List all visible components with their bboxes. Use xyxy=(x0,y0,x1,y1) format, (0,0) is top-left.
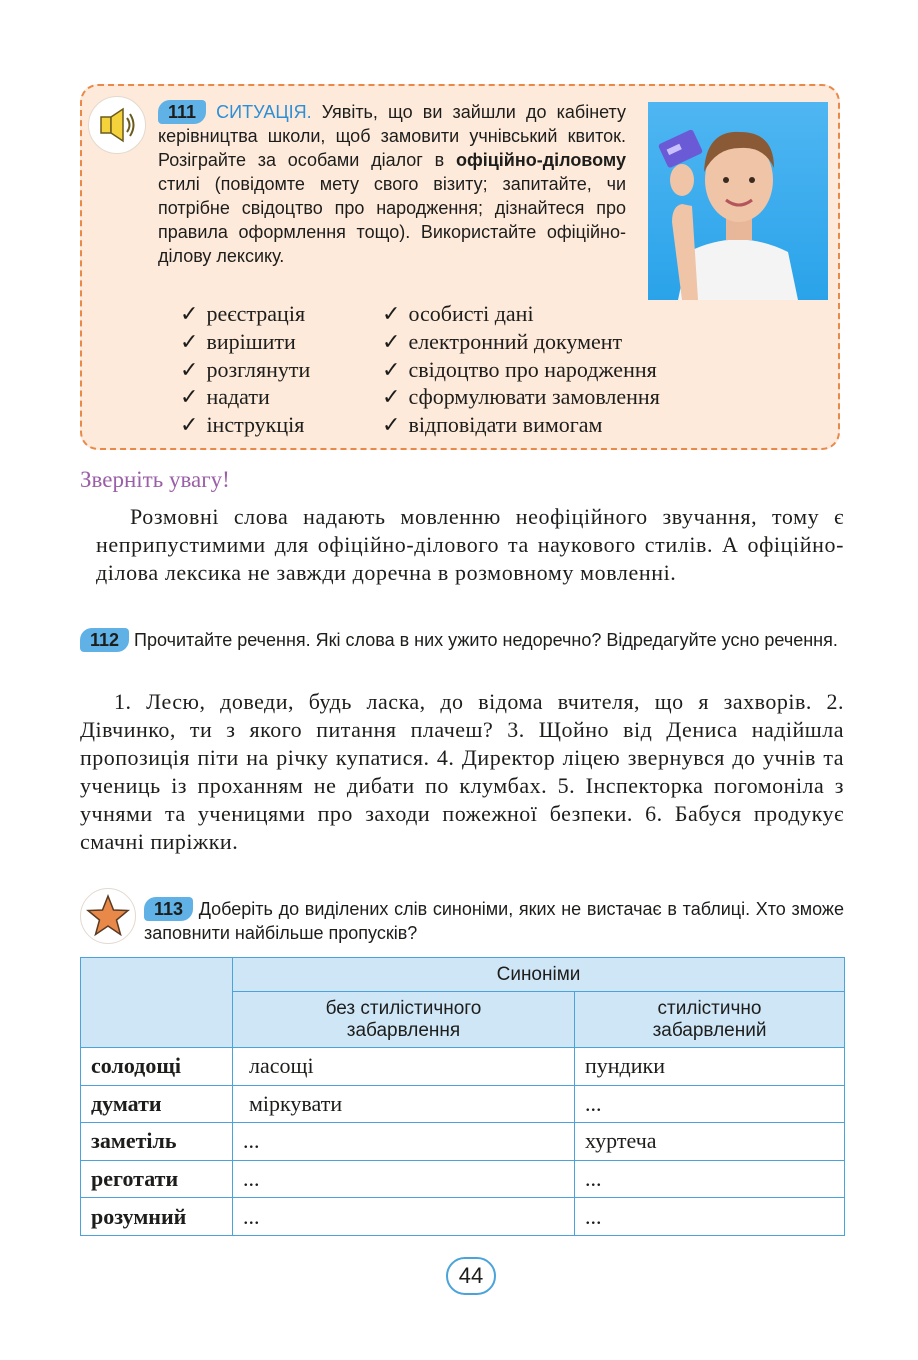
exercise-112-task xyxy=(80,628,844,652)
word-label: електронний документ xyxy=(408,328,623,354)
table-cell-colored: пундики xyxy=(575,1048,845,1086)
table-cell-neutral: ... xyxy=(233,1160,575,1198)
list-item xyxy=(382,300,660,328)
check-icon: ✓ xyxy=(180,412,199,438)
table-cell-colored: хуртеча xyxy=(575,1123,845,1161)
speaker-icon[interactable] xyxy=(88,96,146,154)
exercise-112-sentences: 1. Лесю, доведи, будь ласка, до відома вчителя, що я захворів. 2. Дівчинко, ти з якого питання плачеш? 3. Щойно від Дениса надійшла пропозиція піти на річку купатися. 4. Директор ліцею звернувся до учнів та учениць із проханням не дибати по клумбах. 5. Інспекторка погомоніла з учнями та ученицями про заходи пожежної безпеки. 6. Бабуся продукує смачні пиріжки. xyxy=(80,689,844,854)
table-cell-colored: ... xyxy=(575,1085,845,1123)
table-cell-word: розумний xyxy=(81,1198,233,1236)
table-cell-colored: ... xyxy=(575,1198,845,1236)
note-title: Зверніть увагу! xyxy=(80,467,230,492)
list-item xyxy=(180,383,310,411)
note-text: Розмовні слова надають мовленню неофіційного звучання, тому є неприпустимими для офіційно-ділового та наукового стилів. А офіційно-ділова лексика не завжди доречна в розмовному мовленні. xyxy=(96,504,844,585)
exercise-113-task xyxy=(144,897,844,945)
table-cell-word: заметіль xyxy=(81,1123,233,1161)
page-number: 44 xyxy=(446,1257,496,1295)
list-item xyxy=(382,383,660,411)
table-row xyxy=(81,1123,845,1161)
table-header-synonyms: Синоніми xyxy=(233,958,845,992)
check-icon: ✓ xyxy=(382,384,401,410)
table-row xyxy=(81,1085,845,1123)
exercise-111-bold-term: офіційно-діловому xyxy=(455,150,626,170)
list-item xyxy=(382,356,660,384)
check-icon: ✓ xyxy=(382,328,401,354)
word-label: реєстрація xyxy=(206,301,306,326)
table-cell-neutral: міркувати xyxy=(233,1085,575,1123)
table-header-colored: стилістично забарвлений xyxy=(575,992,845,1048)
table-row xyxy=(81,1160,845,1198)
situation-label: СИТУАЦІЯ. xyxy=(216,102,312,122)
check-icon: ✓ xyxy=(382,412,401,438)
list-item xyxy=(180,300,310,328)
check-icon: ✓ xyxy=(180,301,199,326)
check-icon: ✓ xyxy=(382,356,401,382)
star-icon xyxy=(80,888,136,944)
table-cell-colored: ... xyxy=(575,1160,845,1198)
word-label: надати xyxy=(206,384,270,410)
exercise-number: 113 xyxy=(144,897,193,921)
table-cell-neutral: ласощі xyxy=(233,1048,575,1086)
word-label: вирішити xyxy=(206,328,296,354)
table-row xyxy=(81,1198,845,1236)
word-label: свідоцтво про народження xyxy=(408,356,657,382)
exercise-113-task-text: Доберіть до виділених слів синоніми, яких не вистачає в таблиці. Хто зможе заповнити найбільше пропусків? xyxy=(144,899,844,943)
word-label: відповідати вимогам xyxy=(408,412,603,438)
exercise-111-text-part: стилі (повідомте мету свого візиту; запитайте, чи потрібне свідоцтво про народження; дізнайтеся про правила оформлення тощо). Використайте офіційно-ділову лексику. xyxy=(158,174,626,266)
check-icon: ✓ xyxy=(180,328,199,354)
table-cell-word: думати xyxy=(81,1085,233,1123)
word-label: розглянути xyxy=(206,356,311,382)
check-icon: ✓ xyxy=(382,301,401,326)
check-icon: ✓ xyxy=(180,356,199,382)
table-cell-neutral: ... xyxy=(233,1198,575,1236)
exercise-111-text-part: Уявіть, що ви зайшли до кабінету керівництва школи, щоб замовити учнівський квиток. Розіграйте за особами діалог в xyxy=(158,102,626,170)
boy-with-card-photo xyxy=(648,102,828,300)
exercise-111-text xyxy=(158,100,626,268)
word-label: інструкція xyxy=(206,412,305,438)
list-item xyxy=(180,356,310,384)
table-header-neutral: без стилістичного забарвлення xyxy=(233,992,575,1048)
table-row xyxy=(81,1048,845,1086)
list-item xyxy=(382,411,660,439)
word-list-col2 xyxy=(382,300,660,439)
table-cell-neutral: ... xyxy=(233,1123,575,1161)
list-item xyxy=(382,328,660,356)
list-item xyxy=(180,328,310,356)
table-corner-cell xyxy=(81,958,233,1048)
synonyms-table xyxy=(80,957,845,1236)
word-label: сформулювати замовлення xyxy=(408,384,660,410)
word-label: особисті дані xyxy=(408,301,534,326)
exercise-number: 111 xyxy=(158,100,206,124)
word-list-col1 xyxy=(180,300,310,439)
exercise-112-task-text: Прочитайте речення. Які слова в них ужито недоречно? Відредагуйте усно речення. xyxy=(129,630,838,650)
exercise-number: 112 xyxy=(80,628,129,652)
table-cell-word: реготати xyxy=(81,1160,233,1198)
table-cell-word: солодощі xyxy=(81,1048,233,1086)
check-icon: ✓ xyxy=(180,384,199,410)
list-item xyxy=(180,411,310,439)
